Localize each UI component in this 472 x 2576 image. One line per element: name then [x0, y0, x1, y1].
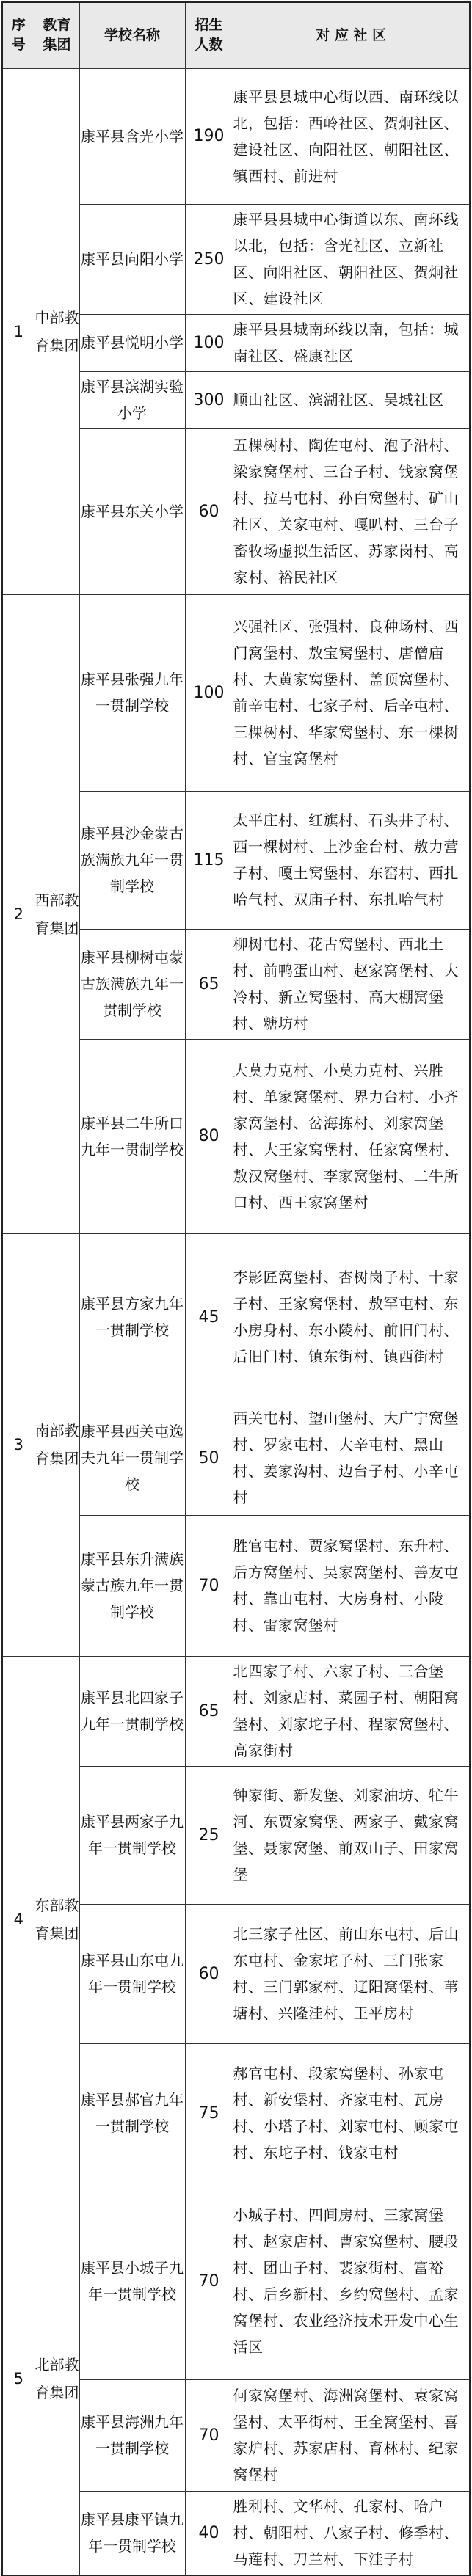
school-name: 康平县东关小学	[79, 428, 185, 594]
enroll-count: 190	[185, 68, 233, 204]
community-list: 小城子村、四间房村、三家窝堡村、赵家店村、曹家窝堡村、腰段村、团山子村、裴家街村、富裕村、后乡新村、乡约窝堡村、孟家窝堡村、农业经济技术开发中心生活区	[233, 2183, 470, 2379]
enroll-count: 50	[185, 1401, 233, 1515]
community-list: 柳树屯村、花古窝堡村、西北土村、前鸭蛋山村、赵家窝堡村、大冷村、新立窝堡村、高大棚窝堡村、糖坊村	[233, 929, 470, 1039]
group-name: 东部教育集团	[35, 1656, 79, 2183]
community-list: 太平庄村、红旗村、石头井子村、西一棵树村、上沙金台村、敖力营子村、嘎土窝堡村、东窑村、西扎哈气村、双庙子村、东扎哈气村	[233, 791, 470, 929]
table-row	[2, 1233, 470, 1401]
school-name: 康平县悦明小学	[79, 314, 185, 371]
header-group-line2: 集团	[43, 37, 71, 54]
school-name: 康平县张强九年一贯制学校	[79, 594, 185, 791]
header-area: 对 应 社 区	[233, 2, 470, 68]
header-idx-line1: 序	[11, 17, 26, 34]
group-index: 1	[2, 68, 35, 594]
community-list: 顺山社区、滨湖社区、吴城社区	[233, 371, 470, 428]
header-group-line1: 教育	[43, 17, 71, 34]
community-list: 兴强社区、张强村、良种场村、西门窝堡村、敖宝窝堡村、唐僧庙村、大黄家窝堡村、盖顶窝堡村、前辛屯村、七家子村、后辛屯村、三棵树村、华家窝堡村、东一棵树村、官宝窝堡村	[233, 594, 470, 791]
enroll-count: 70	[185, 1515, 233, 1656]
school-name: 康平县滨湖实验小学	[79, 371, 185, 428]
community-list: 胜利村、文华村、孔家村、哈户村、朝阳村、八家子村、修季村、马莲村、刀兰村、下洼子村	[233, 2491, 470, 2575]
enroll-count: 40	[185, 2491, 233, 2575]
enroll-count: 80	[185, 1039, 233, 1233]
enroll-count: 60	[185, 1904, 233, 2043]
enroll-count: 45	[185, 1233, 233, 1401]
group-index: 3	[2, 1233, 35, 1656]
enroll-count: 300	[185, 371, 233, 428]
group-name: 中部教育集团	[35, 68, 79, 594]
community-list: 李影匠窝堡村、杏树岗子村、十家子村、王家窝堡村、敖罕屯村、东小房身村、东小陵村、前旧门村、后旧门村、镇东街村、镇西街村	[233, 1233, 470, 1401]
header-idx	[2, 2, 35, 68]
school-name: 康平县沙金蒙古族满族九年一贯制学校	[79, 791, 185, 929]
header-count-line2: 人数	[195, 37, 223, 54]
group-name: 西部教育集团	[35, 594, 79, 1233]
community-list: 胜官屯村、贾家窝堡村、东升村、后方窝堡村、吴家窝堡村、善友屯村、靠山屯村、大房身村、小陵村、雷家窝堡村	[233, 1515, 470, 1656]
school-name: 康平县山东屯九年一贯制学校	[79, 1904, 185, 2043]
school-name: 康平县康平镇九年一贯制学校	[79, 2491, 185, 2575]
header-count-line1: 招生	[195, 17, 223, 34]
school-name: 康平县西关屯逸夫九年一贯制学校	[79, 1401, 185, 1515]
group-name: 南部教育集团	[35, 1233, 79, 1656]
community-list: 钟家街、新发堡、刘家油坊、牤牛河、东贾家窝堡、两家子、戴家窝堡、聂家窝堡、前双山子、田家窝堡	[233, 1766, 470, 1904]
enroll-count: 100	[185, 594, 233, 791]
enroll-count: 60	[185, 428, 233, 594]
header-group	[35, 2, 79, 68]
header-idx-line2: 号	[11, 37, 26, 54]
header-count	[185, 2, 233, 68]
community-list: 康平县县城中心街以西、南环线以北，包括：西岭社区、贺炯社区、建设社区、向阳社区、朝阳社区、镇西村、前进村	[233, 68, 470, 204]
enroll-count: 65	[185, 929, 233, 1039]
enroll-count: 25	[185, 1766, 233, 1904]
header-school: 学校名称	[79, 2, 185, 68]
school-name: 康平县方家九年一贯制学校	[79, 1233, 185, 1401]
school-name: 康平县柳树屯蒙古族满族九年一贯制学校	[79, 929, 185, 1039]
school-name: 康平县海洲九年一贯制学校	[79, 2379, 185, 2491]
table-row	[2, 68, 470, 204]
enroll-count: 250	[185, 204, 233, 314]
header-row	[2, 2, 470, 68]
school-name: 康平县东升满族蒙古族九年一贯制学校	[79, 1515, 185, 1656]
enroll-count: 100	[185, 314, 233, 371]
table-row	[2, 1656, 470, 1766]
community-list: 郝官屯村、段家窝堡村、孙家屯村、新安堡村、齐家屯村、瓦房村、小塔子村、刘家屯村、顾家屯村、东坨子村、钱家屯村	[233, 2043, 470, 2183]
community-list: 北四家子村、六家子村、三合堡村、刘家店村、菜园子村、朝阳窝堡村、刘家坨子村、程家窝堡村、高家街村	[233, 1656, 470, 1766]
community-list: 西关屯村、望山堡村、大广宁窝堡村、罗家屯村、大辛屯村、黑山村、姜家沟村、边台子村、小辛屯村	[233, 1401, 470, 1515]
school-name: 康平县含光小学	[79, 68, 185, 204]
enroll-count: 70	[185, 2183, 233, 2379]
school-name: 康平县小城子九年一贯制学校	[79, 2183, 185, 2379]
table-row	[2, 2183, 470, 2379]
enroll-count: 115	[185, 791, 233, 929]
group-index: 4	[2, 1656, 35, 2183]
group-index: 5	[2, 2183, 35, 2575]
group-index: 2	[2, 594, 35, 1233]
school-name: 康平县郝官九年一贯制学校	[79, 2043, 185, 2183]
table-row	[2, 594, 470, 791]
community-list: 大莫力克村、小莫力克村、兴胜村、单家窝堡村、界力台村、小齐家窝堡村、岔海拣村、刘家窝堡村、大王家窝堡村、任家窝堡村、敖汉窝堡村、李家窝堡村、二牛所口村、西王家窝堡村	[233, 1039, 470, 1233]
community-list: 五棵树村、陶佐屯村、泡子沿村、梁家窝堡村、三台子村、钱家窝堡村、拉马屯村、孙白窝堡村、矿山社区、关家屯村、嘎叭村、三台子畜牧场虚拟生活区、苏家岗村、高家村、裕民社区	[233, 428, 470, 594]
school-name: 康平县向阳小学	[79, 204, 185, 314]
community-list: 何家窝堡村、海洲窝堡村、袁家窝堡村、太平街村、王全窝堡村、喜家炉村、苏家店村、育林村、纪家窝堡村	[233, 2379, 470, 2491]
community-list: 康平县县城南环线以南，包括：城南社区、盛康社区	[233, 314, 470, 371]
enroll-count: 70	[185, 2379, 233, 2491]
enroll-count: 65	[185, 1656, 233, 1766]
school-name: 康平县北四家子九年一贯制学校	[79, 1656, 185, 1766]
group-name: 北部教育集团	[35, 2183, 79, 2575]
school-name: 康平县两家子九年一贯制学校	[79, 1766, 185, 1904]
enrollment-table	[1, 1, 471, 2576]
enroll-count: 75	[185, 2043, 233, 2183]
school-name: 康平县二牛所口九年一贯制学校	[79, 1039, 185, 1233]
community-list: 北三家子社区、前山东屯村、后山东屯村、金家坨子村、三门张家村、三门郭家村、辽阳窝堡村、苇塘村、兴隆洼村、王平房村	[233, 1904, 470, 2043]
community-list: 康平县县城中心街道以东、南环线以北，包括：含光社区、立新社区、向阳社区、朝阳社区、贺炯社区、建设社区	[233, 204, 470, 314]
